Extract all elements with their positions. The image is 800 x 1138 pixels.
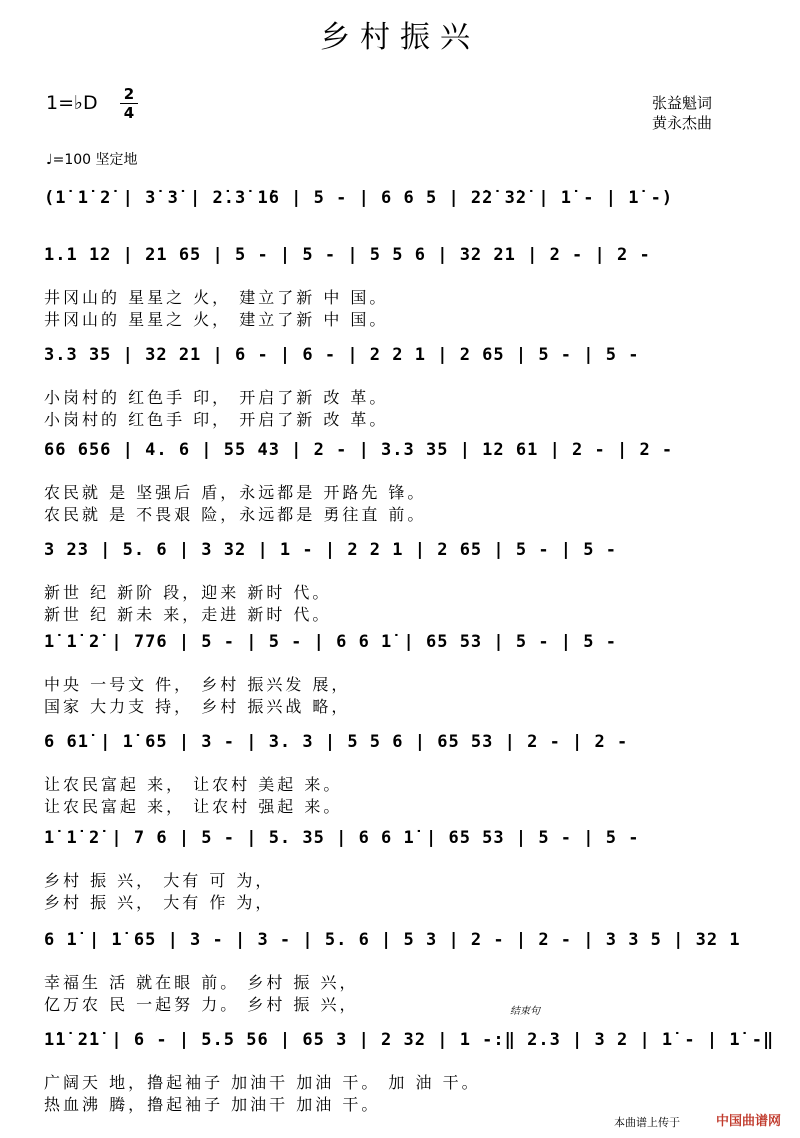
time-bottom: 4 <box>123 104 135 122</box>
lyric-verse-2: 热血沸 腾，撸起袖子 加油干 加油 干。 <box>44 1095 381 1114</box>
lyric-verse-1: 井冈山的 星星之 火， 建立了新 中 国。 <box>44 288 389 307</box>
notation-line: 66 656 | 4. 6 | 55 43 | 2 - | 3.3 35 | 12 61 | 2 - | 2 - <box>44 440 674 460</box>
lyric-verse-2: 国家 大力支 持， 乡村 振兴战 略， <box>44 697 351 716</box>
lyric-verse-1: 小岗村的 红色手 印， 开启了新 改 革。 <box>44 388 389 407</box>
notation-line: 1̇1̇ 2̇1̇ | 6 - | 5.5 56 | 65 3 | 2 32 | 1 -:‖ 2.3 | 3 2 | 1̇ - | 1̇ -‖ <box>44 1030 775 1050</box>
time-signature <box>120 86 138 121</box>
lyric-verse-2: 乡村 振 兴， 大有 作 为， <box>44 893 275 912</box>
lyric-verse-2: 农民就 是 不畏艰 险，永远都是 勇往直 前。 <box>44 505 427 524</box>
site-logo: 中国曲谱网 <box>716 1114 782 1129</box>
composer-credit: 黄永杰曲 <box>652 114 713 132</box>
ending-label: 结束句 <box>510 1006 540 1017</box>
lyric-verse-2: 井冈山的 星星之 火， 建立了新 中 国。 <box>44 310 389 329</box>
notation-line: 1.1 12 | 21 65 | 5 - | 5 - | 5 5 6 | 32 21 | 2 - | 2 - <box>44 245 651 265</box>
notation-line: 1̇ 1̇ 2̇ | 776 | 5 - | 5 - | 6 6 1̇ | 65 53 | 5 - | 5 - <box>44 632 617 652</box>
song-title: 乡村振兴 <box>320 20 480 55</box>
notation-line: 3 23 | 5. 6 | 3 32 | 1 - | 2 2 1 | 2 65 | 5 - | 5 - <box>44 540 617 560</box>
lyric-verse-2: 小岗村的 红色手 印， 开启了新 改 革。 <box>44 410 389 429</box>
lyric-verse-1: 广阔天 地，撸起袖子 加油干 加油 干。 加 油 干。 <box>44 1073 481 1092</box>
lyric-verse-1: 农民就 是 坚强后 盾，永远都是 开路先 锋。 <box>44 483 427 502</box>
notation-line: 3.3 35 | 32 21 | 6 - | 6 - | 2 2 1 | 2 65 | 5 - | 5 - <box>44 345 640 365</box>
notation-line: (1̇ 1̇ 2̇ | 3̇ 3̇ | 2̇.3̇ 1̇6 | 5 - | 6 6 5 | 2̇2̇ 3̇2̇ | 1̇ - | 1̇ -) <box>44 188 674 208</box>
lyric-verse-1: 乡村 振 兴， 大有 可 为， <box>44 871 275 890</box>
notation-line: 6 61̇ | 1̇ 65 | 3 - | 3. 3 | 5 5 6 | 65 53 | 2 - | 2 - <box>44 732 629 752</box>
lyric-verse-2: 亿万农 民 一起努 力。 乡村 振 兴， <box>44 995 359 1014</box>
notation-line: 1̇ 1̇ 2̇ | 7 6 | 5 - | 5. 35 | 6 6 1̇ | 65 53 | 5 - | 5 - <box>44 828 640 848</box>
lyric-verse-1: 幸福生 活 就在眼 前。 乡村 振 兴， <box>44 973 359 992</box>
lyricist-credit: 张益魁词 <box>652 94 713 112</box>
lyric-verse-1: 让农民富起 来， 让农村 美起 来。 <box>44 775 343 794</box>
lyric-verse-1: 中央 一号文 件， 乡村 振兴发 展， <box>44 675 351 694</box>
time-top: 2 <box>123 85 135 103</box>
lyric-verse-2: 新世 纪 新未 来，走进 新时 代。 <box>44 605 332 624</box>
key-signature: 1=♭D <box>46 92 98 114</box>
footer-text: 本曲谱上传于 <box>614 1116 680 1129</box>
lyric-verse-1: 新世 纪 新阶 段，迎来 新时 代。 <box>44 583 332 602</box>
lyric-verse-2: 让农民富起 来， 让农村 强起 来。 <box>44 797 343 816</box>
tempo-marking: ♩=100 坚定地 <box>46 152 138 168</box>
notation-line: 6 1̇ | 1̇ 65 | 3 - | 3 - | 5. 6 | 5 3 | 2 - | 2 - | 3 3 5 | 32 1 <box>44 930 741 950</box>
